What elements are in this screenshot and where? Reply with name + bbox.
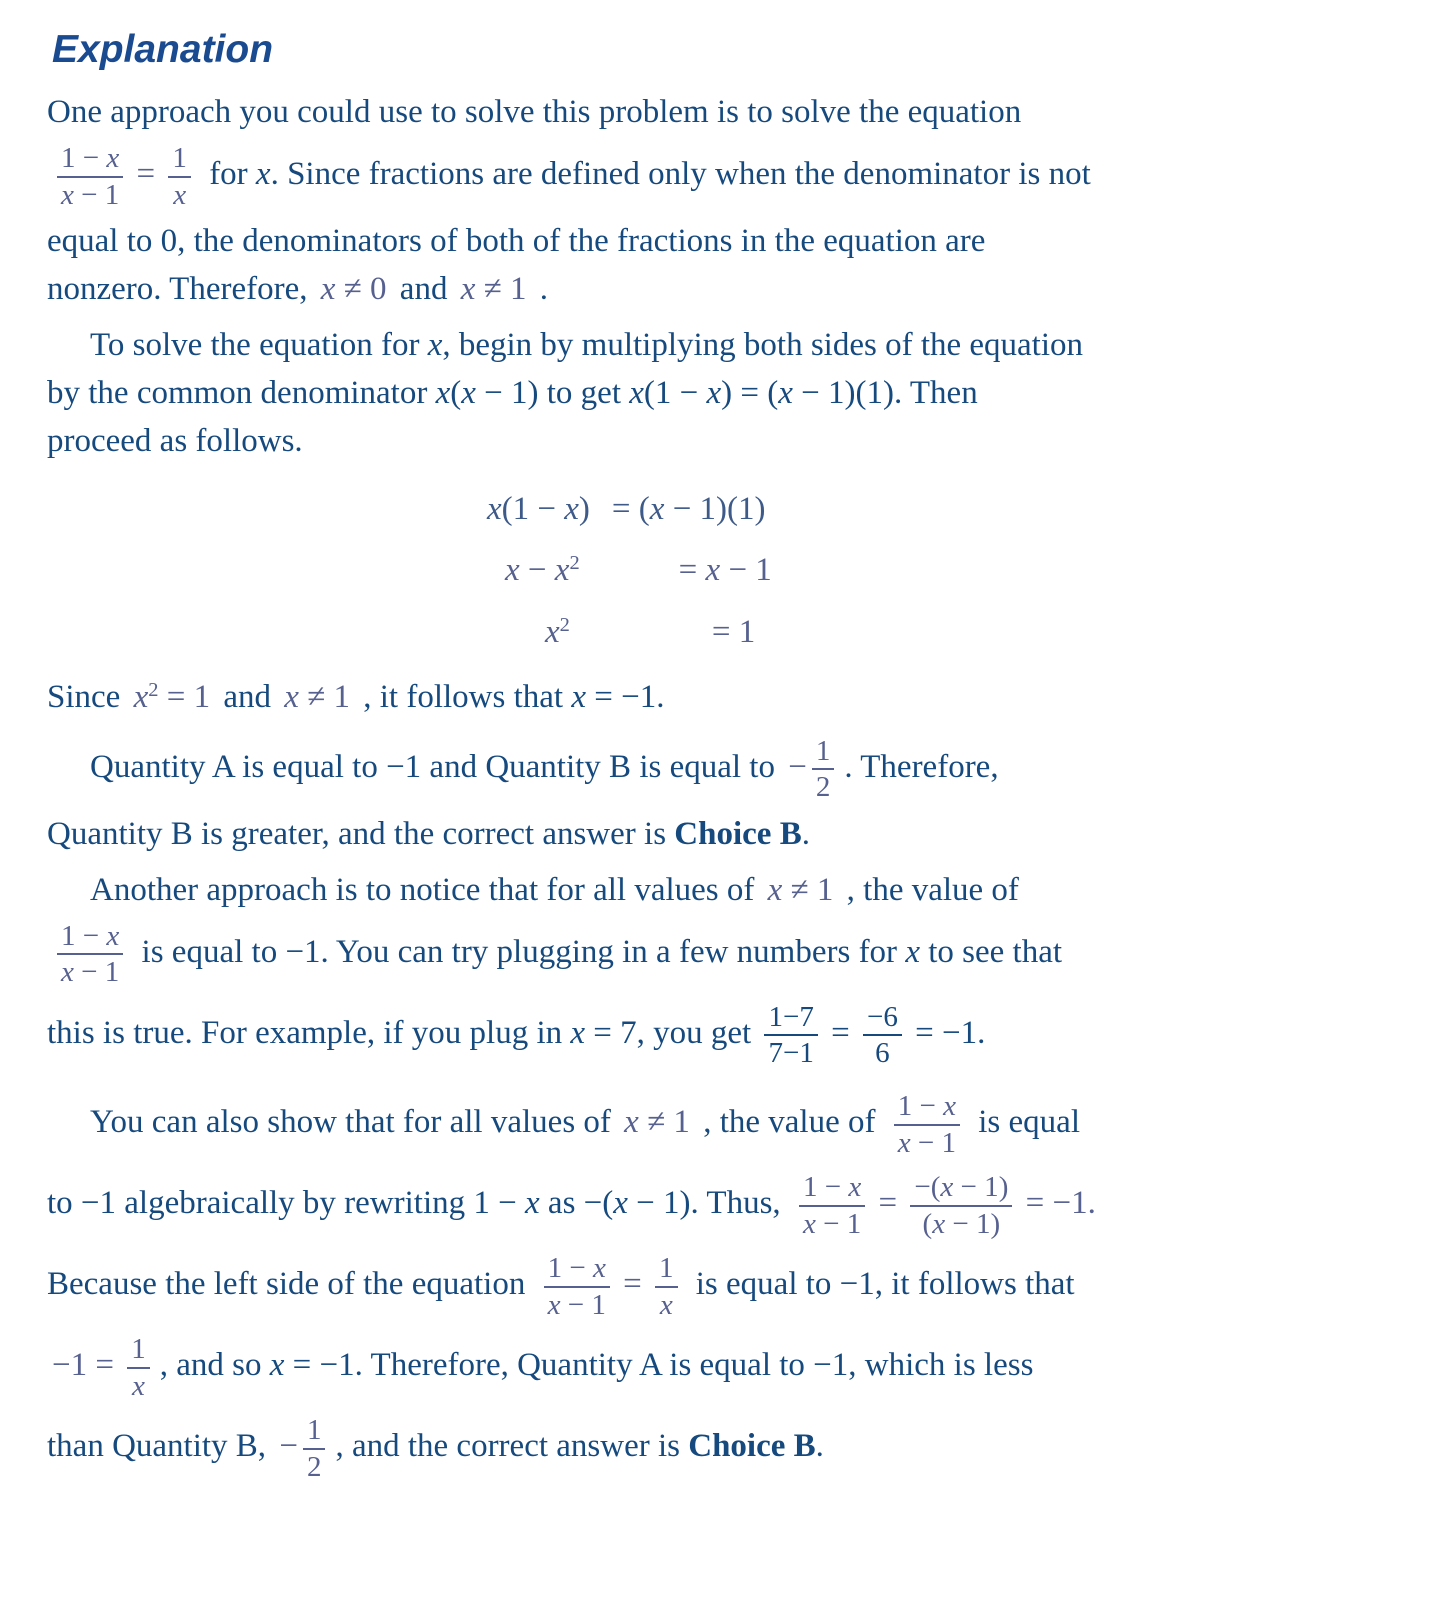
fraction-denominator (812, 770, 835, 804)
fraction-denominator (910, 1207, 1012, 1241)
paragraph (47, 729, 1409, 858)
text-run: = (614, 1266, 650, 1303)
text-run: 1 − (547, 1252, 593, 1285)
fraction (57, 142, 123, 211)
text-run: = 1 (158, 678, 211, 715)
equation-row (487, 612, 1409, 653)
fraction-numerator (57, 920, 123, 956)
math-variable: x (61, 956, 74, 989)
fraction-denominator (863, 1036, 902, 1070)
inline-math (47, 142, 201, 211)
text-run: , and so (159, 1347, 270, 1384)
text-run: proceed as follows. (47, 423, 303, 460)
text-run: Quantity A is equal to −1 and Quantity B is equal to (90, 748, 784, 785)
inline-math (783, 734, 844, 804)
fraction (894, 1090, 960, 1159)
text-run: ≠ 1 (782, 871, 834, 908)
explanation-body (47, 88, 1409, 1489)
text-line (47, 1084, 1409, 1165)
math-variable: x (61, 178, 74, 211)
fraction-denominator (57, 955, 123, 989)
text-run: is equal to −1. You can try plugging in a few numbers for (133, 933, 906, 970)
text-line (47, 810, 1409, 858)
text-run: 1 (131, 1333, 146, 1366)
fraction (655, 1252, 678, 1321)
text-run: , it follows that (355, 678, 572, 715)
text-line (47, 265, 1409, 313)
text-run: 2 (306, 1450, 322, 1483)
fraction (168, 142, 191, 211)
text-run: than Quantity B, (47, 1428, 275, 1465)
text-run: = (678, 552, 706, 589)
math-variable: x (705, 552, 721, 589)
text-run: nonzero. Therefore, (47, 271, 316, 308)
paragraph (47, 321, 1409, 465)
math-variable: x (570, 1015, 586, 1052)
math-variable: x (767, 871, 783, 908)
text-run: . (815, 1428, 824, 1465)
text-run: − 1 (720, 552, 772, 589)
fraction (863, 1001, 902, 1070)
math-variable: x (629, 375, 644, 412)
fraction-denominator (168, 178, 191, 212)
bold-text: Choice B (674, 815, 802, 852)
text-run: Because the left side of the equation (47, 1266, 534, 1303)
text-run: 7−1 (768, 1037, 814, 1070)
text-run: 1 − (897, 1090, 944, 1122)
math-variable: x (613, 1185, 628, 1222)
text-run: . Therefore, (844, 748, 999, 785)
paragraph (47, 1084, 1409, 1489)
math-variable: x (897, 1126, 911, 1159)
text-run: − (279, 1428, 298, 1465)
text-run: − 1) to get (475, 375, 630, 412)
text-run: 6 (875, 1037, 890, 1070)
math-variable: x (554, 552, 570, 589)
text-run: − 1 (73, 956, 120, 989)
text-run: One approach you could use to solve this problem is to solve the equation (47, 94, 1022, 130)
fraction-denominator (764, 1036, 817, 1070)
fraction (910, 1171, 1012, 1240)
text-run: . (531, 271, 548, 308)
text-run: , the value of (838, 871, 1019, 908)
text-run: for (200, 156, 256, 193)
text-run: ≠ 1 (475, 271, 527, 308)
inline-math (534, 1252, 688, 1321)
text-run: ) = ( (721, 375, 779, 412)
math-variable: x (706, 375, 722, 412)
fraction-numerator (764, 1001, 817, 1037)
text-line (47, 729, 1409, 810)
text-run: 1 − (61, 142, 107, 174)
text-run: = −1. (586, 678, 665, 715)
text-run: = (128, 156, 164, 193)
text-run: , the value of (694, 1104, 884, 1141)
text-run: 2 (815, 771, 831, 804)
fraction-denominator (127, 1369, 150, 1403)
math-variable: x (460, 271, 476, 308)
text-line (47, 995, 1409, 1076)
math-variable: x (848, 1171, 862, 1204)
text-line (47, 88, 1409, 136)
text-run: 1 (172, 142, 187, 174)
fraction-denominator (894, 1126, 960, 1160)
equation-row (487, 489, 1409, 530)
text-run: ≠ 0 (335, 271, 387, 308)
text-run: ≠ 1 (298, 678, 351, 715)
fraction-numerator (303, 1414, 326, 1450)
inline-math (279, 679, 355, 715)
text-run: ( (450, 375, 462, 412)
fraction-numerator (910, 1171, 1012, 1207)
text-run: − (788, 748, 807, 785)
text-run: 1 (815, 734, 831, 767)
inline-math (129, 679, 216, 715)
text-run: − 1) (945, 1207, 1001, 1240)
math-variable: x (943, 1090, 957, 1122)
text-run: Another approach is to notice that for all values of (90, 871, 763, 908)
inline-math (619, 1104, 695, 1140)
superscript: 2 (569, 552, 580, 575)
text-run: − 1)(1). Then (792, 375, 978, 412)
text-run: = −1. (906, 1015, 986, 1052)
fraction-denominator (303, 1450, 326, 1484)
math-variable: x (427, 327, 443, 364)
fraction (127, 1333, 150, 1402)
text-run: is equal to −1, it follows that (687, 1266, 1075, 1303)
math-variable: x (624, 1104, 639, 1141)
text-run: 1−7 (768, 1000, 814, 1033)
text-line (47, 1408, 1409, 1489)
math-variable: x (905, 933, 920, 970)
math-variable: x (505, 552, 520, 589)
text-line (47, 1165, 1409, 1246)
text-line (47, 1246, 1409, 1327)
fraction-numerator (894, 1090, 960, 1126)
text-run: − 1 (910, 1126, 957, 1159)
text-run: equal to 0, the denominators of both of the fractions in the equation are (47, 223, 986, 260)
fraction (764, 1001, 817, 1070)
fraction-numerator (168, 142, 191, 178)
text-run: = ( (611, 491, 650, 528)
text-run: ) (578, 491, 590, 528)
inline-math (884, 1090, 970, 1159)
math-variable: x (320, 271, 336, 308)
fraction-numerator (812, 735, 835, 771)
inline-math (456, 271, 532, 307)
math-variable: x (564, 491, 579, 528)
text-run: to −1 algebraically by rewriting 1 − (47, 1185, 526, 1222)
text-run: You can also show that for all values of (90, 1104, 620, 1141)
text-run: To solve the equation for (90, 327, 428, 364)
text-run: 1 − (61, 919, 107, 952)
math-variable: x (106, 142, 120, 174)
text-run: this is true. For example, if you plug in (47, 1015, 571, 1052)
inline-math (274, 1414, 335, 1483)
fraction-denominator (799, 1207, 865, 1241)
math-variable: x (932, 1207, 946, 1240)
math-variable: x (173, 178, 187, 211)
fraction-numerator (655, 1252, 678, 1288)
text-run: . Since fractions are defined only when the denominator is not (270, 156, 1091, 193)
fraction-numerator (57, 142, 123, 178)
fraction-denominator (544, 1288, 610, 1322)
text-run: − (519, 552, 555, 589)
text-run: to see that (919, 933, 1063, 970)
text-run: as −( (539, 1185, 614, 1222)
text-run: Since (47, 678, 129, 715)
text-run: = 1 (711, 613, 756, 650)
paragraph (47, 673, 1409, 721)
math-variable: x (133, 678, 149, 715)
text-line (47, 369, 1409, 417)
text-run: , begin by multiplying both sides of the equation (442, 327, 1084, 364)
fraction (57, 920, 123, 989)
text-run: −1 = (52, 1347, 123, 1384)
inline-math (316, 271, 392, 307)
math-variable: x (525, 1185, 540, 1222)
text-run: − 1 (560, 1288, 606, 1321)
text-run: , and the correct answer is (335, 1428, 689, 1465)
text-run: −( (914, 1171, 941, 1204)
text-run: 1 − (802, 1171, 849, 1204)
bold-text: Choice B (688, 1428, 816, 1465)
page-title: Explanation (52, 28, 274, 71)
math-variable: x (545, 613, 560, 650)
math-variable: x (940, 1171, 954, 1204)
text-line (47, 136, 1409, 217)
text-run: = (870, 1185, 906, 1222)
math-variable: x (284, 678, 299, 715)
fraction (812, 735, 835, 804)
math-variable: x (106, 919, 120, 952)
text-run: 1 (306, 1414, 322, 1447)
text-run: (1 − (643, 375, 707, 412)
inline-math (763, 872, 839, 908)
text-line (47, 1327, 1409, 1408)
fraction-numerator (127, 1333, 150, 1369)
text-run: − 1 (815, 1207, 862, 1240)
text-run: = −1. Therefore, Quantity A is equal to −1, which is less (284, 1347, 1034, 1384)
math-variable: x (487, 491, 502, 528)
inline-math (47, 919, 133, 989)
math-variable: x (649, 491, 665, 528)
math-variable: x (255, 156, 271, 193)
text-line (47, 673, 1409, 721)
fraction (544, 1252, 610, 1321)
text-line (47, 914, 1409, 995)
equation-block (487, 489, 1409, 653)
text-line (47, 217, 1409, 265)
text-line (47, 417, 1409, 465)
text-run: − 1 (73, 178, 120, 211)
math-variable: x (461, 375, 476, 412)
superscript: 2 (148, 678, 159, 701)
fraction-numerator (799, 1171, 865, 1207)
math-variable: x (132, 1369, 145, 1402)
superscript: 2 (559, 613, 570, 636)
text-run: . (801, 815, 810, 852)
text-run: ( (922, 1207, 933, 1240)
math-variable: x (592, 1252, 606, 1285)
equation-row (487, 550, 1409, 591)
text-run: Quantity B is greater, and the correct answer is (47, 815, 675, 852)
fraction-numerator (544, 1252, 610, 1288)
text-run: − 1). Thus, (627, 1185, 789, 1222)
fraction-numerator (863, 1001, 902, 1037)
fraction-denominator (57, 178, 123, 212)
text-run: = (822, 1015, 858, 1052)
text-run: is equal (970, 1104, 1080, 1141)
text-run: = 7, you get (585, 1015, 760, 1052)
text-run: ≠ 1 (638, 1104, 690, 1141)
math-variable: x (435, 375, 451, 412)
paragraph (47, 88, 1409, 313)
text-run: and (391, 271, 456, 308)
fraction-denominator (655, 1288, 678, 1322)
inline-math (47, 1333, 160, 1402)
text-run: − 1)(1) (664, 491, 766, 528)
math-variable: x (659, 1288, 673, 1321)
text-run: = −1. (1017, 1185, 1096, 1222)
math-variable: x (269, 1347, 285, 1384)
text-run: by the common denominator (47, 375, 436, 412)
text-run: (1 − (501, 491, 565, 528)
fraction (799, 1171, 865, 1240)
text-run: − 1) (953, 1171, 1009, 1204)
text-line (47, 321, 1409, 369)
inline-math (789, 1171, 1101, 1240)
fraction (303, 1414, 326, 1483)
math-variable: x (547, 1288, 561, 1321)
text-run: and (215, 678, 280, 715)
math-variable: x (802, 1207, 816, 1240)
math-variable: x (571, 678, 586, 715)
text-run: 1 (659, 1252, 674, 1285)
paragraph (47, 866, 1409, 1076)
text-run: −6 (866, 1000, 898, 1033)
math-variable: x (778, 375, 793, 412)
text-line (47, 866, 1409, 914)
